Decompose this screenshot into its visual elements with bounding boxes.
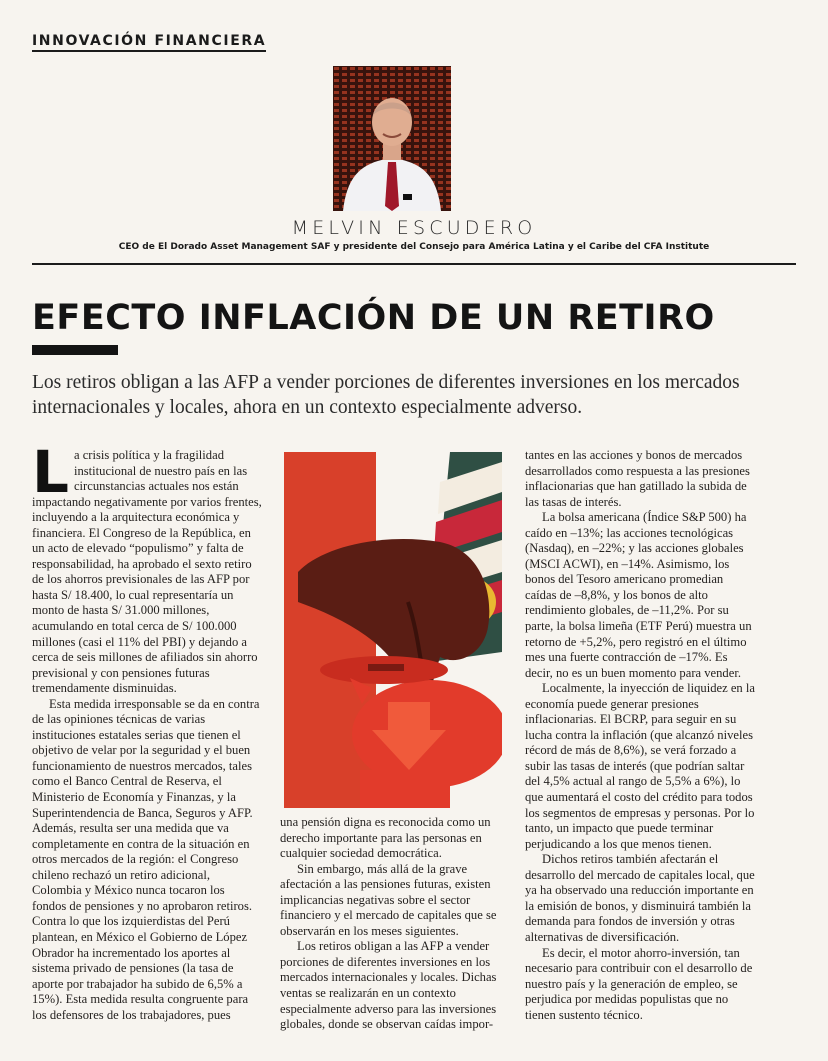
article-illustration: [280, 452, 502, 808]
boot-kicking-piggy-bank-icon: [280, 452, 502, 808]
text-column-3: [525, 448, 757, 1023]
article-deck: Los retiros obligan a las AFP a vender porciones de diferentes inversiones en los mercados internacionales y locales, ahora en un contexto especialmente adverso.: [32, 372, 740, 418]
author-portrait-icon: [333, 66, 451, 211]
text-column-2: [280, 815, 502, 1033]
header-rule: [32, 263, 796, 265]
paragraph: tantes en las acciones y bonos de mercados desarrollados como respuesta a las presiones inflacionarias que han gatillado la subida de las tasas de interés.: [525, 448, 750, 509]
paragraph: una pensión digna es reconocida como un derecho importante para las personas en cualquier sociedad democrática.: [280, 815, 491, 861]
section-label: INNOVACIÓN FINANCIERA: [32, 33, 266, 52]
drop-cap: L: [32, 438, 69, 506]
paragraph: Localmente, la inyección de liquidez en la economía puede generar presiones inflacionarias. El BCRP, para seguir en su lucha contra la inflación (que alcanzó niveles récord de más de 8,6%), se verá forzado a subir las tasas de interés (que podrían saltar del 4,5% actual al rango de 5,5% a 6%), lo que aumentará el costo del crédito para todos los segmentos de empresas y personas. Por lo tanto, un impacto que puede terminar perjudicando a los que menos tienen.: [525, 681, 755, 851]
author-name: MELVIN ESCUDERO: [291, 217, 537, 239]
paragraph: La bolsa americana (Índice S&P 500) ha caído en –13%; las acciones tecnológicas (Nasdaq), en –22%; y las acciones globales (MSCI ACWI), en –14%. Asimismo, los bonos del Tesoro americano promedian caídas de –8,8%, y los bonos de alto rendimiento globales, de –11,2%. Por su parte, la bolsa limeña (ETF Perú) muestra un retorno de +5,2%, pero registró en el último mes una fuerte contracción de –17%. Es decir, no es un buen momento para vender.: [525, 510, 752, 680]
paragraph: Sin embargo, más allá de la grave afectación a las pensiones futuras, existen implicancias negativas sobre el sector financiero y el mercado de capitales que se observarán en los meses siguientes.: [280, 861, 497, 938]
paragraph: Dichos retiros también afectarán el desarrollo del mercado de capitales local, que ya ha observado una reducción importante en la emisión de bonos, y disminuirá también la demanda para fondos de inversión y otras alternativas de diversificación.: [525, 852, 755, 944]
headline-bar: [32, 345, 118, 355]
text-column-1: [32, 438, 262, 1023]
paragraph: La crisis política y la fragilidad institucional de nuestro país en las circunstancias actuales nos están impactando negativamente por varios frentes, incluyendo a la arquitectura económica y financiera. El Congreso de la República, en un acto de elevado “populismo” y falta de responsabilidad, ha aprobado el sexto retiro de los ahorros previsionales de las AFP por hasta S/ 18.400, lo cual representaría un monto de hasta S/ 31.000 millones, acumulando en total cerca de S/ 100.000 millones (casi el 11% del PBI) y dejando a cerca de seis millones de afiliados sin ahorro previsional y con pensiones futuras tremendamente disminuidas.: [32, 438, 262, 696]
article-headline: EFECTO INFLACIÓN DE UN RETIRO: [32, 298, 715, 338]
author-photo: [333, 66, 451, 211]
paragraph: Los retiros obligan a las AFP a vender porciones de diferentes inversiones en los mercados internacionales y locales. Dichas ventas se realizarán en un contexto especialmente adverso para las inversiones globales, donde se observan caídas impor-: [280, 939, 497, 1032]
author-role: CEO de El Dorado Asset Management SAF y presidente del Consejo para América Latina y el Caribe del CFA Institute: [118, 242, 710, 252]
paragraph: Esta medida irresponsable se da en contra de las opiniones técnicas de varias instituciones estatales serias que tienen el objetivo de velar por la seguridad y el buen funcionamiento de nuestros mercados, tales como el Banco Central de Reserva, el Ministerio de Economía y Finanzas, y la Superintendencia de Banca, Seguros y AFP. Además, resulta ser una medida que va completamente en contra de la situación en otros mercados de la región: el Congreso chileno rechazó un retiro adicional, Colombia y México nunca tocaron los fondos de pensiones y no aprobaron retiros. Contra lo que los izquierdistas del Perú plantean, en México el Gobierno de López Obrador ha incrementado los aportes al sistema privado de pensiones (la tasa de aporte por trabajador ha subido de 6,5% a 15%). Esta medida resulta congruente para los defensores de los trabajadores, pues: [32, 696, 260, 1022]
paragraph: Es decir, el motor ahorro-inversión, tan necesario para contribuir con el desarrollo de nuestro país y la generación de empleo, se perjudica por medidas populistas que no tienen sustento técnico.: [525, 945, 753, 1022]
